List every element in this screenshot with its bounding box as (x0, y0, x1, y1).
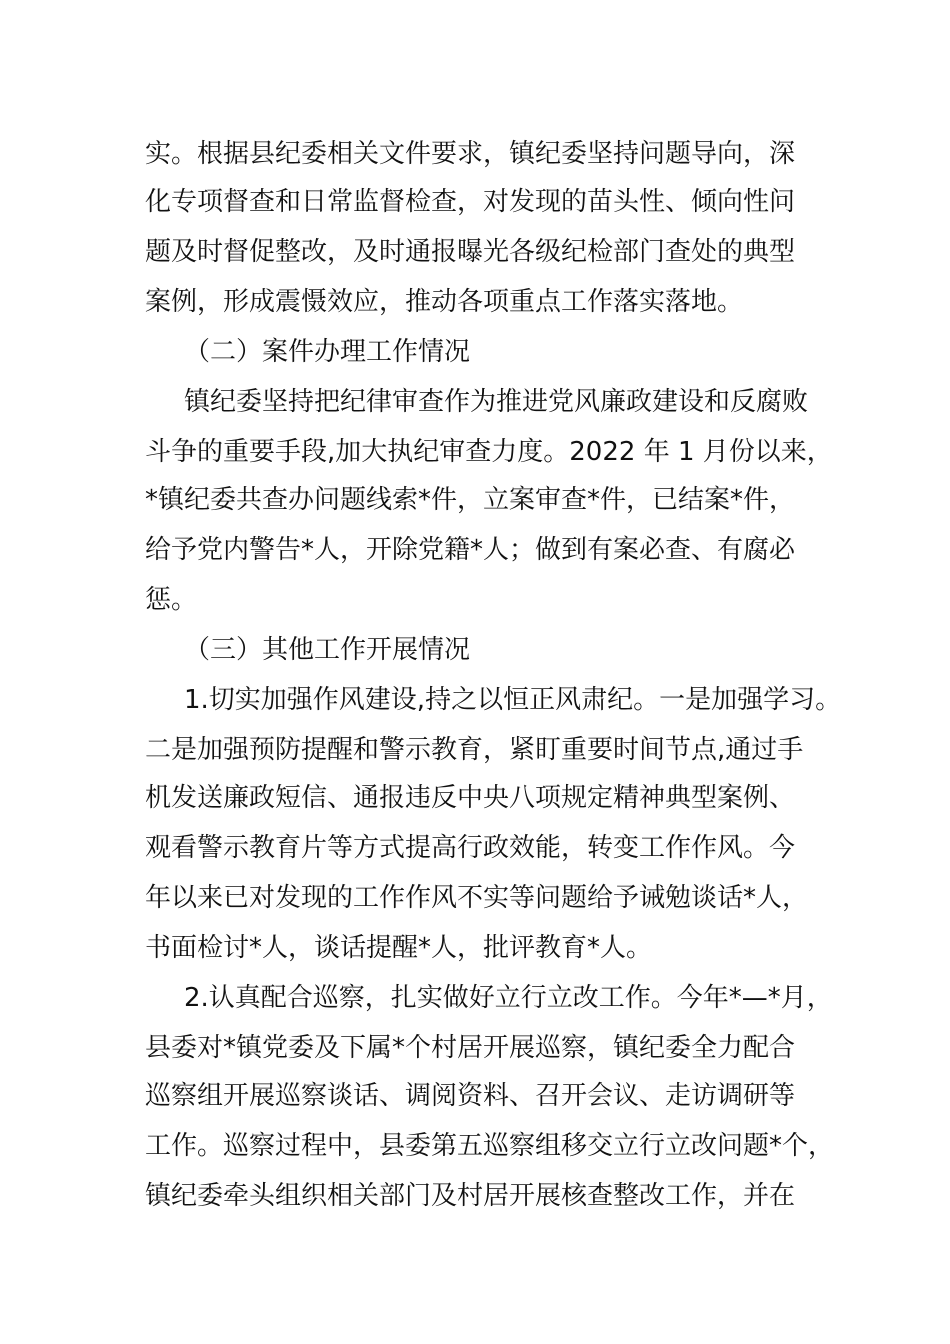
section-heading: （二）案件办理工作情况 (184, 337, 471, 367)
paragraph-line: 题及时督促整改，及时通报曝光各级纪检部门查处的典型 (145, 237, 796, 267)
paragraph-line: 书面检讨*人，谈话提醒*人，批评教育*人。 (145, 933, 653, 963)
paragraph-line: 观看警示教育片等方式提高行政效能，转变工作作风。今 (145, 833, 796, 863)
paragraph-line: 镇纪委坚持把纪律审查作为推进党风廉政建设和反腐败 (184, 387, 809, 417)
paragraph-line: 给予党内警告*人，开除党籍*人；做到有案必查、有腐必 (145, 535, 796, 565)
section-heading: （三）其他工作开展情况 (184, 635, 471, 665)
paragraph-line: 二是加强预防提醒和警示教育，紧盯重要时间节点,通过手 (145, 735, 804, 765)
paragraph-line: *镇纪委共查办问题线索*件，立案审查*件，已结案*件， (145, 485, 796, 515)
paragraph-line: 实。根据县纪委相关文件要求，镇纪委坚持问题导向，深 (145, 139, 796, 169)
paragraph-line: 镇纪委牵头组织相关部门及村居开展核查整改工作，并在 (145, 1181, 796, 1211)
paragraph-line: 1.切实加强作风建设,持之以恒正风肃纪。一是加强学习。 (184, 685, 842, 715)
paragraph-line: 机发送廉政短信、通报违反中央八项规定精神典型案例、 (145, 783, 796, 813)
paragraph-line: 巡察组开展巡察谈话、调阅资料、召开会议、走访调研等 (145, 1081, 796, 1111)
paragraph-line: 工作。巡察过程中，县委第五巡察组移交立行立改问题*个， (145, 1131, 835, 1161)
paragraph-line: 惩。 (145, 585, 198, 615)
paragraph-line: 化专项督查和日常监督检查，对发现的苗头性、倾向性问 (145, 187, 796, 217)
paragraph-line: 2.认真配合巡察，扎实做好立行立改工作。今年*—*月， (184, 983, 833, 1013)
paragraph-line: 年以来已对发现的工作作风不实等问题给予诫勉谈话*人， (145, 883, 809, 913)
paragraph-line: 斗争的重要手段,加大执纪审查力度。2022 年 1 月份以来， (145, 437, 833, 467)
paragraph-line: 案例，形成震慑效应，推动各项重点工作落实落地。 (145, 287, 744, 317)
paragraph-line: 县委对*镇党委及下属*个村居开展巡察，镇纪委全力配合 (145, 1033, 796, 1063)
